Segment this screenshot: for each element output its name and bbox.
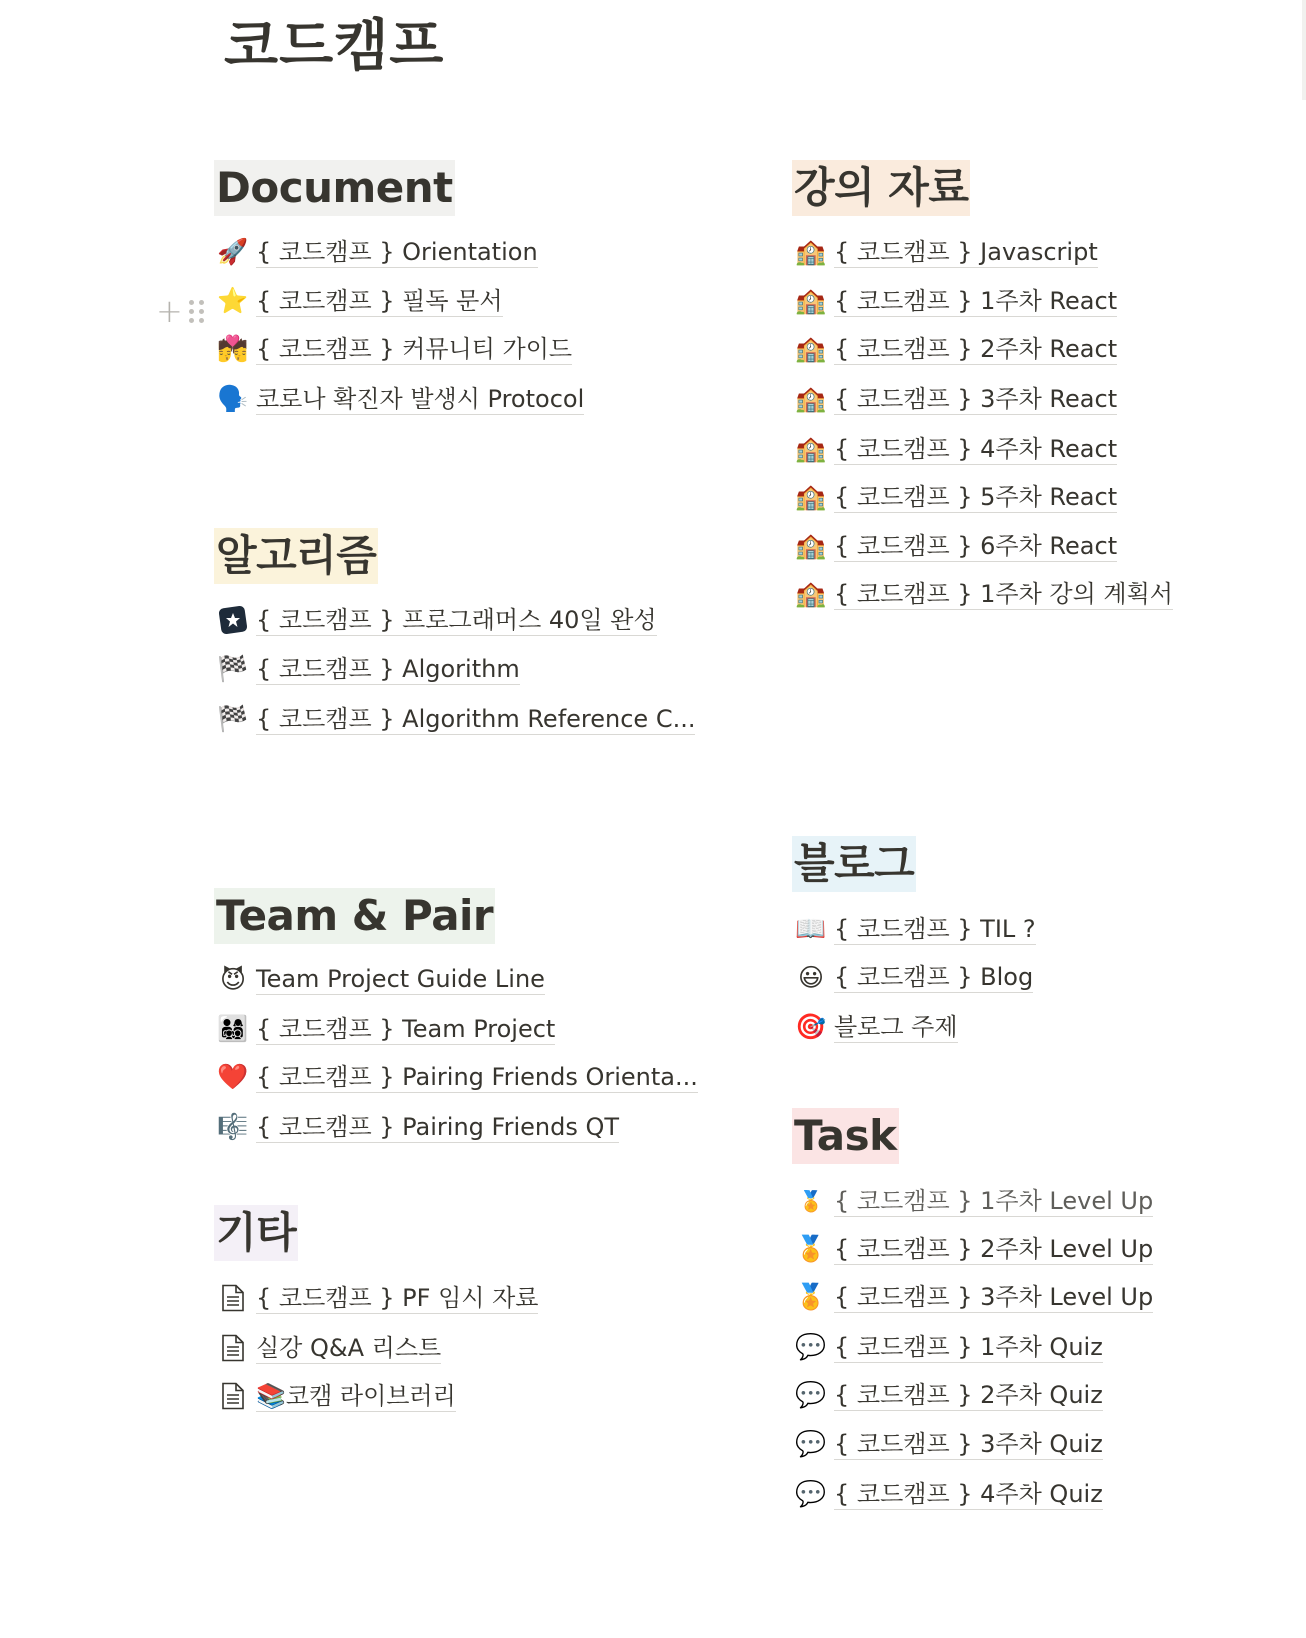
- page-link-label: 블로그 주제: [834, 1012, 958, 1041]
- school-icon: 🏫: [795, 579, 827, 608]
- page-link-quiz-week1[interactable]: [792, 1327, 1103, 1367]
- page-link-label: { 코드캠프 } 2주차 Level Up: [834, 1234, 1154, 1263]
- scrollbar-track[interactable]: [1302, 0, 1306, 100]
- page-link-label: { 코드캠프 } 3주차 Level Up: [834, 1282, 1154, 1311]
- checkered-flag-icon: 🏁: [217, 654, 249, 683]
- target-icon: 🎯: [795, 1012, 827, 1041]
- school-icon: 🏫: [795, 482, 827, 511]
- page-link-pf-temp[interactable]: [214, 1278, 538, 1318]
- page-link-label: 실강 Q&A 리스트: [256, 1333, 442, 1362]
- musical-score-icon: 🎼: [217, 1112, 249, 1141]
- programmers-logo-icon: [214, 601, 252, 639]
- page-link-levelup-week3[interactable]: [792, 1277, 1153, 1317]
- school-icon: 🏫: [795, 384, 827, 413]
- page-icon: [214, 1279, 252, 1317]
- speaking-head-icon: 🗣️: [217, 384, 249, 413]
- add-block-icon[interactable]: +: [156, 292, 183, 330]
- page-link-team-guide[interactable]: [214, 959, 545, 999]
- block-controls: [156, 292, 205, 330]
- page-link-pairing-qt[interactable]: [214, 1107, 619, 1147]
- heading-team-pair: Team & Pair: [214, 888, 495, 944]
- page-link-label: { 코드캠프 } Pairing Friends QT: [256, 1112, 620, 1141]
- page-link-label: 📚코캠 라이브러리: [256, 1381, 456, 1410]
- open-book-icon: 📖: [795, 914, 827, 943]
- page-link-react-week3[interactable]: [792, 379, 1117, 419]
- speech-bubble-icon: 💬: [795, 1332, 827, 1361]
- page-link-community-guide[interactable]: [214, 329, 572, 369]
- page-link-algorithm[interactable]: [214, 649, 520, 689]
- page-link-label: { 코드캠프 } Team Project: [256, 1014, 556, 1043]
- page-link-library[interactable]: [214, 1376, 456, 1416]
- page-link-pairing-orientation[interactable]: [214, 1057, 698, 1097]
- page-link-quiz-week2[interactable]: [792, 1375, 1103, 1415]
- page-link-team-project[interactable]: [214, 1009, 555, 1049]
- school-icon: 🏫: [795, 531, 827, 560]
- page-link-label: { 코드캠프 } Pairing Friends Orienta...: [256, 1062, 698, 1091]
- speech-bubble-icon: 💬: [795, 1429, 827, 1458]
- page-link-label: { 코드캠프 } 5주차 React: [834, 482, 1118, 511]
- page-link-algorithm-reference[interactable]: [214, 699, 695, 739]
- page-link-react-week5[interactable]: [792, 477, 1117, 517]
- family-icon: 👨‍👩‍👧‍👦: [217, 1014, 249, 1043]
- page-link-blog[interactable]: [792, 957, 1033, 997]
- page-icon: [214, 1377, 252, 1415]
- page-link-lecture-plan[interactable]: [792, 574, 1173, 614]
- page-link-quiz-week4[interactable]: [792, 1474, 1103, 1514]
- page-link-label: { 코드캠프 } 1주차 Level Up: [834, 1186, 1154, 1215]
- couple-kiss-icon: 💏: [217, 334, 249, 363]
- page-link-label: { 코드캠프 } 2주차 Quiz: [834, 1380, 1103, 1409]
- page-link-blog-topic[interactable]: [792, 1007, 958, 1047]
- page-link-react-week4[interactable]: [792, 429, 1117, 469]
- page-title: 코드캠프: [224, 14, 445, 79]
- page-link-label: { 코드캠프 } 2주차 React: [834, 334, 1118, 363]
- page-link-label: { 코드캠프 } Algorithm: [256, 654, 520, 683]
- page-link-til[interactable]: [792, 909, 1036, 949]
- page-link-label: { 코드캠프 } 4주차 React: [834, 434, 1118, 463]
- heading-document: Document: [214, 160, 455, 216]
- devil-icon: 😈: [219, 964, 247, 994]
- school-icon: 🏫: [795, 286, 827, 315]
- heading-task: Task: [792, 1108, 899, 1164]
- page-link-label: { 코드캠프 } 커뮤니티 가이드: [256, 334, 573, 363]
- page-link-label: { 코드캠프 } 1주차 강의 계획서: [834, 579, 1173, 608]
- speech-bubble-icon: 💬: [795, 1479, 827, 1508]
- page-link-label: { 코드캠프 } Algorithm Reference C...: [256, 704, 696, 733]
- page-link-levelup-week2[interactable]: [792, 1229, 1153, 1269]
- page-link-label: { 코드캠프 } 1주차 React: [834, 286, 1118, 315]
- medal-icon: 🏅: [795, 1234, 827, 1263]
- page-link-react-week1[interactable]: [792, 281, 1117, 321]
- page-link-orientation[interactable]: [214, 232, 538, 272]
- page-link-label: { 코드캠프 } 6주차 React: [834, 531, 1118, 560]
- checkered-flag-icon: 🏁: [217, 704, 249, 733]
- heading-lecture: 강의 자료: [792, 160, 970, 216]
- medal-icon: 🏅: [795, 1282, 827, 1311]
- page-link-label: { 코드캠프 } Orientation: [256, 237, 538, 266]
- page-link-qna-list[interactable]: [214, 1328, 441, 1368]
- page-link-label: Team Project Guide Line: [256, 964, 545, 993]
- medal-icon: 🏅: [798, 1189, 824, 1213]
- heart-icon: ❤️: [217, 1062, 249, 1091]
- school-icon: 🏫: [795, 334, 827, 363]
- page-link-label: { 코드캠프 } 3주차 Quiz: [834, 1429, 1103, 1458]
- school-icon: 🏫: [795, 434, 827, 463]
- page-link-label: { 코드캠프 } 프로그래머스 40일 완성: [256, 605, 657, 634]
- page-link-label: 코로나 확진자 발생시 Protocol: [256, 384, 585, 413]
- heading-blog: 블로그: [792, 836, 916, 892]
- page-link-react-week2[interactable]: [792, 329, 1117, 369]
- page-link-label: { 코드캠프 } Blog: [834, 962, 1034, 991]
- page-link-react-week6[interactable]: [792, 526, 1117, 566]
- page-link-label: { 코드캠프 } 4주차 Quiz: [834, 1479, 1103, 1508]
- rocket-icon: 🚀: [217, 237, 249, 266]
- page-link-label: { 코드캠프 } PF 임시 자료: [256, 1283, 539, 1312]
- star-icon: ⭐: [217, 286, 249, 315]
- page-icon: [214, 1329, 252, 1367]
- page-link-levelup-week1[interactable]: [792, 1181, 1153, 1221]
- page-link-covid-protocol[interactable]: [214, 379, 584, 419]
- page-link-label: { 코드캠프 } Javascript: [834, 237, 1098, 266]
- page-link-label: { 코드캠프 } TIL ?: [834, 914, 1036, 943]
- school-icon: 🏫: [795, 237, 827, 266]
- heading-algorithm: 알고리즘: [214, 528, 378, 584]
- speech-bubble-icon: 💬: [795, 1380, 827, 1409]
- page-link-javascript[interactable]: [792, 232, 1098, 272]
- page-link-quiz-week3[interactable]: [792, 1424, 1103, 1464]
- page-link-programmers[interactable]: [214, 600, 657, 640]
- smiley-icon: 😃: [797, 962, 825, 992]
- page-link-label: { 코드캠프 } 1주차 Quiz: [834, 1332, 1103, 1361]
- heading-etc: 기타: [214, 1205, 298, 1261]
- page-link-required-docs[interactable]: [214, 281, 503, 321]
- page-link-label: { 코드캠프 } 3주차 React: [834, 384, 1118, 413]
- page-link-label: { 코드캠프 } 필독 문서: [256, 286, 503, 315]
- drag-handle-icon[interactable]: [189, 300, 205, 323]
